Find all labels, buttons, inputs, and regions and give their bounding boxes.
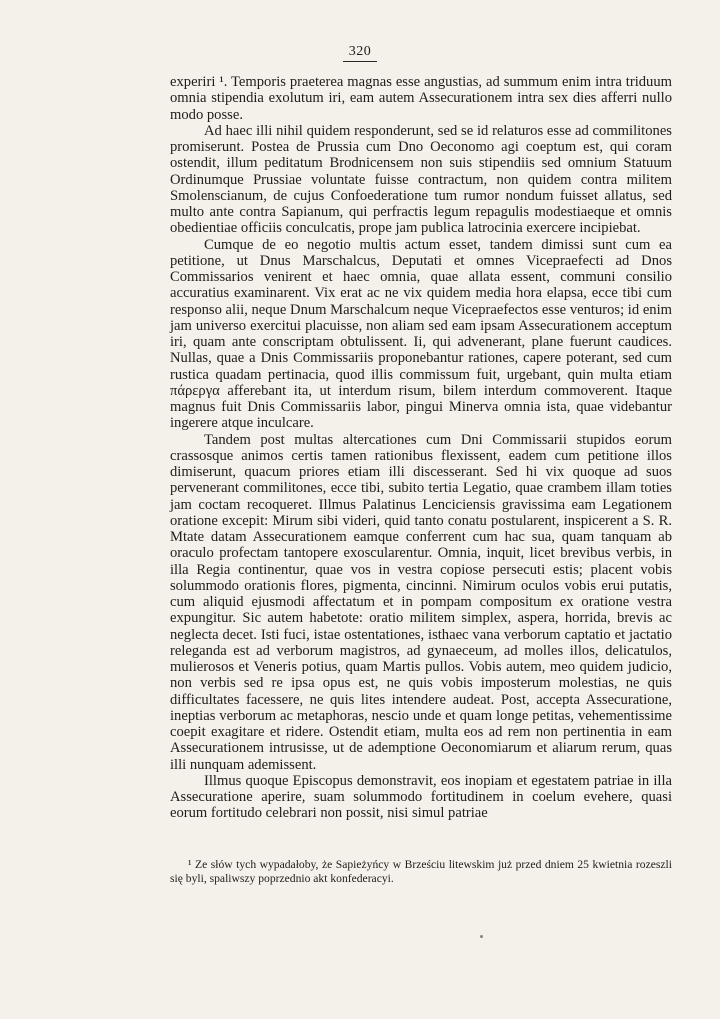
page-number-text: 320	[343, 44, 378, 62]
footnotes	[170, 858, 672, 886]
paragraph-5: Illmus quoque Episcopus demonstravit, eos inopiam et egestatem patriae in illa Assecuratione aperire, suam solummodo fortitudinem in coelum evehere, quasi eorum fortitudo celebrari non possit, nisi simul patriae	[170, 772, 672, 822]
main-text	[170, 74, 672, 822]
footnote-1: ¹ Ze słów tych wypadałoby, że Sapieżyńcy w Brześciu litewskim już przed dniem 25 kwietnia rozeszli się byli, spaliwszy poprzednio akt konfederacyi.	[170, 858, 672, 885]
paragraph-3: Cumque de eo negotio multis actum esset, tandem dimissi sunt cum ea petitione, ut Dnus Marschalcus, Deputati et omnes Vicepraefecti ad Dnos Commissarios venirent et haec omnia, quae allata essent, communi consilio accuratius examinarent. Vix erat ac ne vix quidem media hora elapsa, ecce tibi cum responso alii, neque Dnum Marschalcum neque Vicepraefectos esse venturos; id enim jam universo exercitui placuisse, non aliam sed eam ipsam Assecurationem acceptum iri, quam ante conscriptam obtulissent. Ii, qui advenerant, plane fuerunt caudices. Nullas, quae a Dnis Commissariis proponebantur rationes, capere poterant, sed cum rustica quadam pertinacia, quod illis commissum fuit, urgebant, quin multa etiam πάρεργα afferebant ita, ut interdum risum, bilem interdum commoverent. Itaque magnus fuit Dnis Commissariis labor, pingui Minerva omnia ista, quae videbantur ingerere atque inculcare.	[170, 236, 672, 432]
paragraph-2: Ad haec illi nihil quidem responderunt, sed se id relaturos esse ad commilitones promiserunt. Postea de Prussia cum Dno Oeconomo agi coeptum est, qui coram ostendit, illum peditatum Brodnicensem non suis stipendiis sed omnium Statuum Ordinumque Prussiae voluntate fuisse contractum, non quidem contra militem Smolenscianum, de cujus Confoederatione tum rumor nondum fuisset allatus, sed multo ante contra Sapianum, qui perfractis legum repagulis modestiaeque et omnis obedientiae officiis conculcatis, prope jam publica latrocinia exercere incipiebat.	[170, 122, 672, 237]
paragraph-1: experiri ¹. Temporis praeterea magnas esse angustias, ad summum enim intra triduum omnia stipendia exolutum iri, eam autem Assecurationem intra sex dies afferri nullo modo posse.	[170, 74, 672, 123]
paragraph-4: Tandem post multas altercationes cum Dni Commissarii stupidos eorum crassosque animos certis tamen rationibus flexissent, eadem cum petitione illos dimiserunt, quacum priores etiam illi discesserant. Sed hi vix quoque ad suos pervenerant commilitones, ecce tibi, subito tertia Legatio, quae crambem illam toties jam coctam recoqueret. Illmus Palatinus Lenciciensis gravissima eam Legationem oratione excepit: Mirum sibi videri, quid tanto conatu postularent, inspicerent a S. R. Mtate datam Assecurationem eamque conferrent cum hac sua, quam tanquam ab oraculo profectam tantopere exoscularentur. Omnia, inquit, licet brevibus verbis, in illa Regia continentur, quae vos in vestra copiose persecuti estis; placent vobis solummodo orationis flores, pigmenta, cincinni. Nimirum oculos vobis erui putatis, cum aliquid ejusmodi affectatum et in pompam compositum ex oratione vestra expungitur. Sic autem habetote: oratio militem simplex, aspera, horrida, brevis ac neglecta decet. Isti fuci, istae ostentationes, isthaec vana verborum captatio et jactatio releganda est ad verborum magistros, ad gynaeceum, ad molles illos, delicatulos, mulierosos et Veneris potius, quam Martis pullos. Vobis autem, meo quidem judicio, non verbis sed re ipsa opus est, ne quis vobis imposterum molestias, ne quis difficultates facessere, ne quis lites intendere audeat. Post, accepta Assecuratione, ineptias verborum ac metaphoras, nescio unde et quam longe petitas, vehementissime coepit exagitare et ridere. Ostendit etiam, multa eos ad rem non pertinentia in eam Assecurationem intrusisse, ut de ademptione Oeconomiarum et aliarum rerum, quas illi nunquam ademissent.	[170, 431, 672, 773]
paper-speck	[480, 935, 483, 938]
page-number	[0, 44, 720, 62]
